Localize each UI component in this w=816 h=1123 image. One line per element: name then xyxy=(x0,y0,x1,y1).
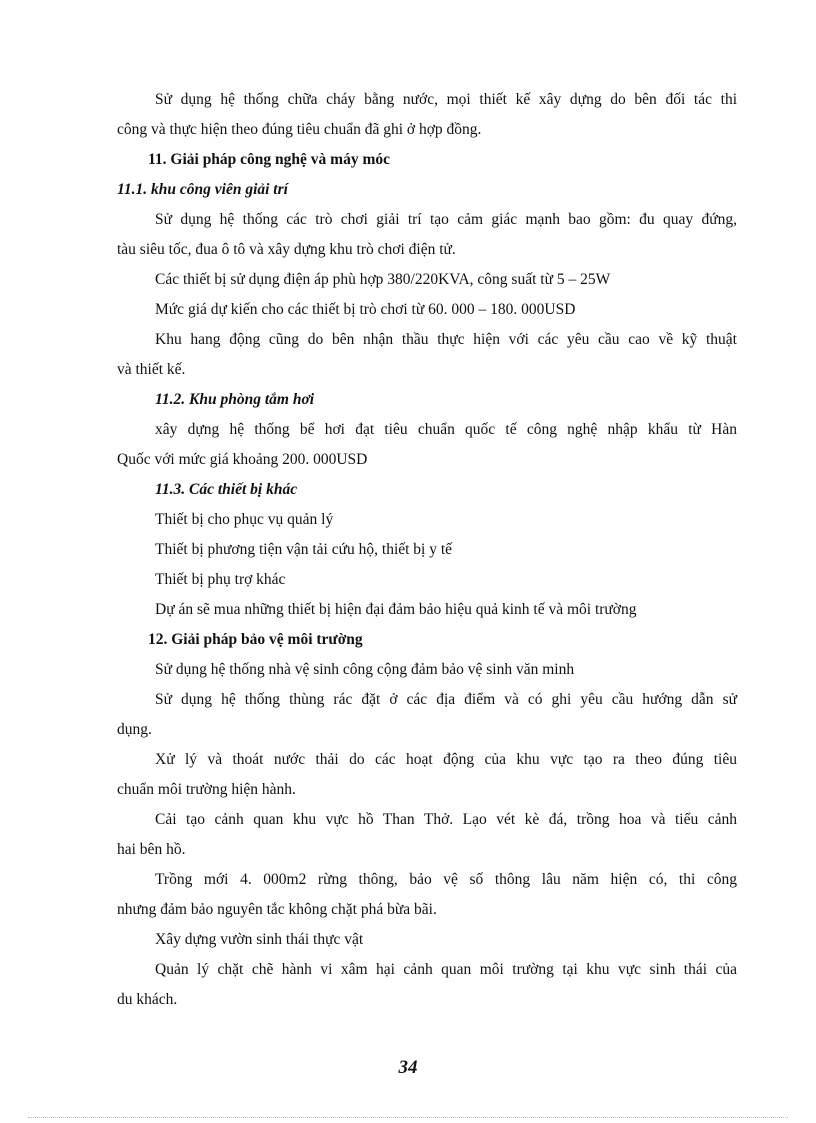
text-line: Xây dựng vườn sinh thái thực vật xyxy=(155,931,364,948)
section-heading: 12. Giải pháp bảo vệ môi trường xyxy=(148,631,363,648)
text-line: Cải tạo cảnh quan khu vực hồ Than Thở. Lạo vét kè đá, trồng hoa và tiểu cảnh xyxy=(155,811,737,828)
text-line: Sử dụng hệ thống thùng rác đặt ở các địa điểm và có ghi yêu cầu hướng dẫn sử xyxy=(155,691,737,708)
text-line: công và thực hiện theo đúng tiêu chuẩn đã ghi ở hợp đồng. xyxy=(117,121,482,138)
text-line: du khách. xyxy=(117,991,178,1008)
section-heading: 11.1. khu công viên giải trí xyxy=(117,181,288,198)
text-line: nhưng đảm bảo nguyên tắc không chặt phá bừa bãi. xyxy=(117,901,437,918)
text-line: xây dựng hệ thống bể hơi đạt tiêu chuẩn quốc tế công nghệ nhập khẩu từ Hàn xyxy=(155,421,737,438)
text-line: Quản lý chặt chẽ hành vi xâm hại cảnh quan môi trường tại khu vực sinh thái của xyxy=(155,961,737,978)
section-heading: 11.2. Khu phòng tắm hơi xyxy=(155,391,315,408)
text-line: Sử dụng hệ thống chữa cháy bằng nước, mọi thiết kế xây dựng do bên đối tác thi xyxy=(155,91,737,108)
page-border-dotted xyxy=(28,1117,788,1118)
text-line: Sử dụng hệ thống nhà vệ sinh công cộng đảm bảo vệ sinh văn minh xyxy=(155,661,575,678)
text-line: Quốc với mức giá khoảng 200. 000USD xyxy=(117,451,368,468)
text-line: Dự án sẽ mua những thiết bị hiện đại đảm bảo hiệu quả kinh tế và môi trường xyxy=(155,601,637,618)
text-line: Thiết bị phụ trợ khác xyxy=(155,571,286,588)
text-line: tàu siêu tốc, đua ô tô và xây dựng khu trò chơi điện tử. xyxy=(117,241,456,258)
text-line: Thiết bị phương tiện vận tải cứu hộ, thiết bị y tế xyxy=(155,541,453,558)
section-heading: 11. Giải pháp công nghệ và máy móc xyxy=(148,151,390,168)
text-line: Sử dụng hệ thống các trò chơi giải trí tạo cảm giác mạnh bao gồm: đu quay đứng, xyxy=(155,211,737,228)
text-line: và thiết kế. xyxy=(117,361,186,378)
text-line: Các thiết bị sử dụng điện áp phù hợp 380/220KVA, công suất từ 5 – 25W xyxy=(155,271,611,288)
text-line: hai bên hồ. xyxy=(117,841,186,858)
page-number: 34 xyxy=(398,1057,418,1078)
text-line: Mức giá dự kiến cho các thiết bị trò chơi từ 60. 000 – 180. 000USD xyxy=(155,301,576,318)
text-line: Thiết bị cho phục vụ quản lý xyxy=(155,511,334,528)
text-line: Xử lý và thoát nước thải do các hoạt động của khu vực tạo ra theo đúng tiêu xyxy=(155,751,737,768)
section-heading: 11.3. Các thiết bị khác xyxy=(155,481,298,498)
text-line: Khu hang động cũng do bên nhận thầu thực hiện với các yêu cầu cao về kỹ thuật xyxy=(155,331,737,348)
text-line: dụng. xyxy=(117,721,152,738)
text-line: chuẩn môi trường hiện hành. xyxy=(117,781,296,798)
text-line: Trồng mới 4. 000m2 rừng thông, bảo vệ số thông lâu năm hiện có, thi công xyxy=(155,871,737,888)
